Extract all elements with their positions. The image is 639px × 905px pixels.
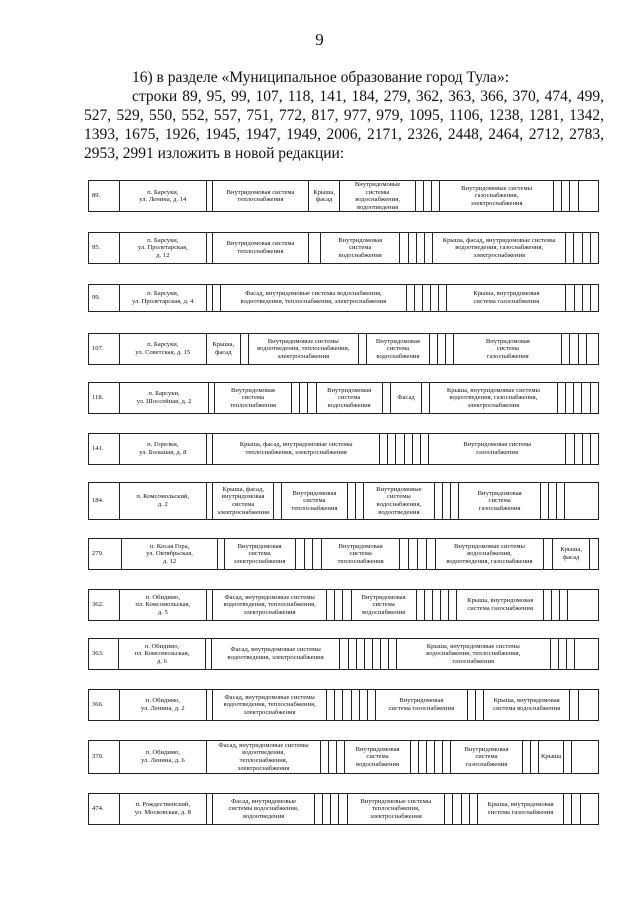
row-cell: Крыша, фасад, внутридомовые системы теплоснабжения, электроснабжения [213,434,380,465]
row-cell: Внутридомовая система газоснабжения [451,741,522,774]
row-address: п. Комсомольский, д. 2 [119,483,207,520]
row-address: п. Барсуки, ул. Шоссейная, д. 2 [120,383,209,414]
row-cell: Внутридомовые системы газоснабжения, электроснабжения [440,181,554,212]
table-row [88,638,599,670]
table-row [88,689,599,721]
amendment-heading [84,68,604,163]
row-cell: Крыша, фасад, внутридомовая система электроснабжения [213,483,274,520]
row-cell: Внутридомовая система теплоснабжения [322,539,400,570]
row-number: 363. [89,639,119,670]
row-cell: Крыша [538,741,563,774]
table-row [88,793,599,825]
row-cell: Внутридомовая система электроснабжения [224,539,295,570]
row-cell: Внутридомовая система водоснабжения [345,741,410,774]
row-cell: Внутридомовые системы водоотведения, теплоснабжения, электроснабжения [248,334,358,365]
row-address: п. Обидимо, пл. Комсомольская, д. 6 [119,639,206,670]
row-number: 474. [89,794,120,825]
row-cell: Крыша, внутридомовая система водоснабжения [483,690,570,721]
row-cell: Фасад, внутридомовые системы водоотведения, электроснабжения [211,639,340,670]
row-cell: Внутридомовая система газоснабжения [459,483,540,520]
row-cell: Внутридомовые системы водоснабжения, водоотведения [363,483,434,520]
amendment-body: строки 89, 95, 99, 107, 118, 141, 184, 279, 362, 363, 366, 370, 474, 499, 527, 529, 550, 552, 557, 751, 772, 817, 977, 979, 1095, 1106, 1238, 1281, 1342, 1393, 1675, 1926, 1945, 1947, 1949, 2006, 2171, 2326, 2448, 2464, 2712, 2783, 2953, 2991 изложить в новой редакции: [84,88,604,162]
row-address: п. Обидимо, пл. Комсомольская, д. 5 [119,590,207,621]
row-address: п. Косая Гора, ул. Октябрьская, д. 12 [122,539,218,570]
table-row [88,382,599,414]
row-cell: Фасад, внутридомовые системы водоотведения, теплоснабжения, электроснабжения [207,741,321,774]
row-number: 99. [89,285,120,312]
row-number: 362. [89,590,120,621]
table-row [88,740,599,774]
row-cell: Внутридомовая система теплоснабжения [213,181,309,212]
row-cell: Крыша, внутридомовая система газоснабжения [477,794,564,825]
row-cell: Фасад, внутридомовые системы водоотведения, теплоснабжения, электроснабжения [213,690,327,721]
row-number: 184. [89,483,120,520]
table-row [88,232,599,264]
row-cell: Внутридомовая система газоснабжения [376,690,468,721]
row-cell: Внутридомовые системы водоснабжения, водоотведения [340,181,415,212]
row-cell: Внутридомовые системы водоснабжения, водоотведения, газоснабжения [435,539,544,570]
row-cell: Крыша, фасад, внутридомовые системы водоотведения, газоснабжения, электроснабжения [433,233,566,264]
table-row [88,482,599,520]
row-cell: Фасад [391,383,422,414]
row-number: 95. [89,233,120,264]
row-cell: Крыша, фасад [308,181,340,212]
table-row [88,284,599,312]
row-cell: Крыша, внутридомовые системы водоотведения, газоснабжения, электроснабжения [430,383,557,414]
table-row [88,538,599,570]
row-number: 107. [89,334,120,365]
row-number: 279. [89,539,122,570]
row-address: п. Барсуки, ул. Пролетарская, д. 12 [119,233,207,264]
row-cell: Внутридомовая система теплоснабжения [215,383,292,414]
row-cell: Фасад, внутридомовые системы водоснабжения, водоотведения [213,794,315,825]
row-address: п. Горелки, ул. Большая, д. 8 [119,434,207,465]
row-address: п. Обидимо, ул. Ленина, д. 6 [119,741,207,774]
row-address: п. Рождественский, ул. Московская, д. 8 [119,794,207,825]
table-row [88,589,599,621]
row-cell: Внутридомовая система водоснабжения [316,383,382,414]
row-address: п. Барсуки, ул. Пролетарская, д. 4 [119,285,207,312]
row-cell: Крыша, внутридомовые системы водоснабжения, теплоснабжения, газоснабжения [396,639,550,670]
row-address: п. Обидимо, ул. Ленина, д. 2 [119,690,207,721]
row-cell: Фасад, внутридомовые системы водоснабжения, водоотведения, теплоснабжения, электроснабжения [221,285,406,312]
table-row [88,180,599,212]
row-cell: Крыша, внутридомовая система газоснабжения [447,285,566,312]
page-number: 9 [315,30,324,49]
row-cell: Внутридомовая система водоснабжения [351,590,416,621]
row-cell: Крыша, фасад [207,334,241,365]
row-cell: Крыша, фасад [553,539,590,570]
row-cell: Внутридомовая система теплоснабжения [282,483,347,520]
table-row [88,333,599,365]
table-row [88,433,599,465]
row-cell: Фасад, внутридомовые системы водоотведения, теплоснабжения, электроснабжения [213,590,327,621]
row-address: п. Барсуки, ул. Советская, д. 15 [119,334,207,365]
row-number: 370. [89,741,120,774]
row-number: 118. [89,383,120,414]
row-cell: Внутридомовая система водоснабжения [321,233,400,264]
row-number: 366. [89,690,120,721]
row-number: 89. [89,181,120,212]
row-cell: Внутридомовая система газоснабжения [454,334,562,365]
amendment-intro: 16) в разделе «Муниципальное образование город Тула»: [132,69,509,86]
row-cell: Внутридомовые системы теплоснабжения, электроснабжения [347,794,445,825]
row-address: п. Барсуки, ул. Ленина, д. 14 [119,181,207,212]
row-cell: Крыша, внутридомовая система газоснабжения [457,590,544,621]
row-cell: Внутридомовая система водоснабжения [366,334,429,365]
row-cell: Внутридомовая система газоснабжения [428,434,565,465]
row-number: 141. [89,434,120,465]
row-cell: Внутридомовая система теплоснабжения [213,233,309,264]
